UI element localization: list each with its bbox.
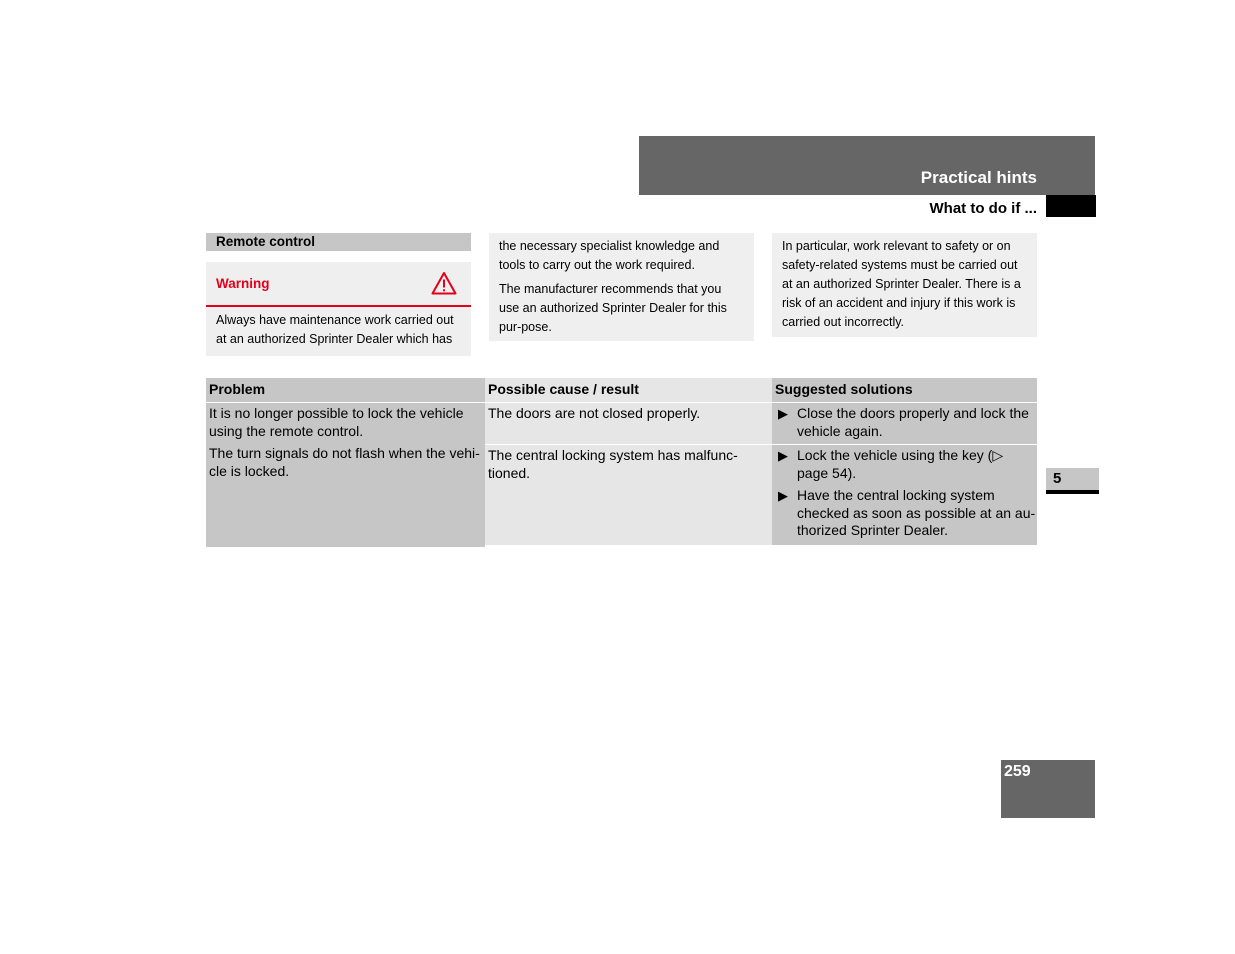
bullet-arrow-icon: ▶ [778, 448, 788, 463]
warning-continuation-text: the necessary specialist knowledge and tools to carry out the work required. [499, 239, 720, 272]
dealer-recommendation-text: The manufacturer recommends that you use an authorized Sprinter Dealer for this pur-pose. [499, 282, 727, 334]
solution-text: Close the doors properly and lock the vehicle again. [797, 405, 1029, 439]
warning-continuation-box [489, 233, 754, 341]
solution-text: Have the central locking system checked as soon as possible at an au-thorized Sprinter Dealer. [797, 487, 1036, 538]
bullet-arrow-icon: ▶ [778, 488, 788, 503]
table-row [772, 445, 1037, 545]
safety-note-text: In particular, work relevant to safety or on safety-related systems must be carried out at an authorized Sprinter Dealer. There is a risk of an accident and injury if this work is carried out incorrectly. [782, 239, 1021, 329]
problem-cell [206, 403, 485, 547]
bullet-arrow-icon: ▶ [778, 406, 788, 421]
problem-text-1: It is no longer possible to lock the vehicle using the remote control. [209, 405, 464, 439]
remote-control-heading-text: Remote control [216, 234, 316, 249]
warning-triangle-icon [431, 271, 457, 295]
cause-text: The central locking system has malfunc-tioned. [488, 447, 738, 481]
warning-text: Always have maintenance work carried out at an authorized Sprinter Dealer which has [216, 313, 454, 346]
header-solution-text: Suggested solutions [775, 381, 913, 397]
chapter-number: 5 [1053, 470, 1062, 487]
table-row [772, 403, 1037, 444]
header-tab-marker [1046, 195, 1096, 217]
remote-control-heading [206, 233, 471, 251]
solution-item [775, 405, 1037, 440]
header-cause [485, 378, 772, 402]
header-cause-text: Possible cause / result [488, 381, 639, 397]
solution-item [775, 447, 1037, 482]
warning-box [206, 262, 471, 356]
table-row [485, 445, 772, 545]
page-number-box [1001, 760, 1095, 818]
warning-label: Warning [216, 276, 270, 291]
header-solution [772, 378, 1037, 402]
header-problem [206, 378, 485, 402]
solution-item [775, 487, 1037, 540]
safety-note-box [772, 233, 1037, 337]
table-row [485, 403, 772, 444]
section-title: Practical hints [920, 168, 1037, 187]
chapter-tab-underline [1046, 490, 1099, 494]
problem-text-2: The turn signals do not flash when the vehi-cle is locked. [209, 445, 480, 479]
subsection-title: What to do if ... [929, 200, 1037, 217]
warning-divider [206, 305, 471, 307]
chapter-tab[interactable] [1046, 468, 1099, 490]
header-problem-text: Problem [209, 381, 266, 397]
solution-text: Lock the vehicle using the key (▷ page 54). [797, 447, 1004, 481]
page-number: 259 [1004, 763, 1031, 780]
cause-text: The doors are not closed properly. [488, 405, 701, 421]
